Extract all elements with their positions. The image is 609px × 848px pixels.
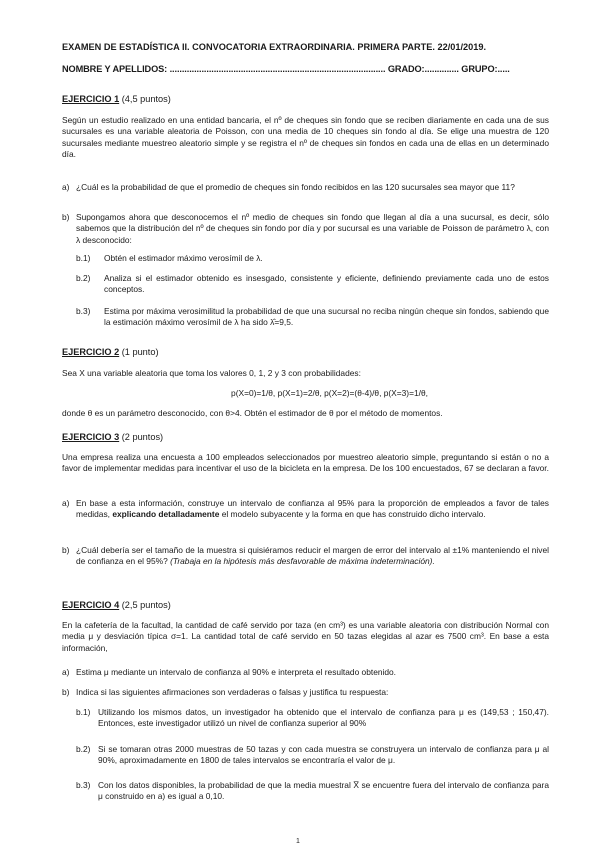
exercise-3a-text <box>76 498 549 521</box>
exercise-1b3-label: b.3) <box>76 306 91 316</box>
exercise-4b1-text: Utilizando los mismos datos, un investigador ha obtenido que el intervalo de confianza para μ es (149,53 ; 150,47). Entonces, este investigador utilizó un nivel de confianza superior al 90% <box>98 707 549 729</box>
exercise-3a-label: a) <box>62 498 70 508</box>
exercise-4b-text: Indica si las siguientes afirmaciones son verdaderas o falsas y justifica tu respuesta: <box>76 687 389 697</box>
exercise-2-title: EJERCICIO 2 <box>62 347 120 357</box>
exercise-3a-text-part2: el modelo subyacente y la forma en que has construido dicho intervalo. <box>219 509 486 520</box>
exercise-4-statement: En la cafetería de la facultad, la cantidad de café servido por taza (en cm³) es una variable aleatoria con distribución Normal con media μ y desviación típica σ=1. La cantidad total de café servido en 50 tazas elegidas al azar es 7500 cm³. En base a esta información, <box>62 620 549 653</box>
exercise-1b1-text: Obtén el estimador máximo verosímil de λ. <box>104 253 263 263</box>
exercise-3-heading <box>62 432 163 442</box>
exercise-4-title: EJERCICIO 4 <box>62 600 120 610</box>
exercise-4b1-label: b.1) <box>76 707 91 717</box>
exercise-1-points: (4,5 puntos) <box>119 94 171 104</box>
exercise-4b3-text: Con los datos disponibles, la probabilidad de que la media muestral X̅ se encuentre fuera del intervalo de confianza para μ construido en a) es igual a 0,10. <box>98 780 549 802</box>
exercise-2-heading <box>62 347 159 357</box>
exercise-1a-text: ¿Cuál es la probabilidad de que el promedio de cheques sin fondo recibidos en las 120 sucursales sea mayor que 11? <box>76 182 515 192</box>
exercise-3a-text-part1: En base a esta información, construye un intervalo de confianza al 95% para la proporción de empleados a favor de tales medidas, <box>76 498 549 520</box>
exercise-4b3-label: b.3) <box>76 780 91 790</box>
exercise-1b2-label: b.2) <box>76 273 91 283</box>
exercise-3-title: EJERCICIO 3 <box>62 432 120 442</box>
exercise-3b-label: b) <box>62 545 70 555</box>
exercise-1b-label: b) <box>62 212 70 222</box>
exercise-2-statement: Sea X una variable aleatoria que toma los valores 0, 1, 2 y 3 con probabilidades: <box>62 368 361 378</box>
exercise-3-statement: Una empresa realiza una encuesta a 100 empleados seleccionados por muestreo aleatorio simple, preguntando si están o no a favor de implementar medidas para incentivar el uso de la bicicleta en la empresa. De los 100 encuestados, 67 se declaran a favor. <box>62 452 549 474</box>
name-grade-group-line: NOMBRE Y APELLIDOS: ........................................................................................ GRADO:.............. GRUPO:..... <box>62 64 510 74</box>
exercise-3b-note: (Trabaja en la hipótesis más desfavorable de máxima indeterminación). <box>170 556 435 567</box>
exercise-2-question: donde θ es un parámetro desconocido, con θ>4. Obtén el estimador de θ por el método de momentos. <box>62 408 443 418</box>
exercise-1b1-label: b.1) <box>76 253 91 263</box>
exercise-1-heading <box>62 94 171 104</box>
exercise-3b-text <box>76 545 549 568</box>
exercise-4-points: (2,5 puntos) <box>119 600 171 610</box>
exercise-4b-label: b) <box>62 687 70 697</box>
exercise-3-points: (2 puntos) <box>119 432 164 442</box>
exercise-4a-text: Estima μ mediante un intervalo de confianza al 90% e interpreta el resultado obtenido. <box>76 667 397 677</box>
exercise-4-heading <box>62 600 171 610</box>
exercise-2-points: (1 punto) <box>119 347 159 357</box>
exercise-4a-label: a) <box>62 667 70 677</box>
exercise-1b2-text: Analiza si el estimador obtenido es insesgado, consistente y eficiente, definiendo previamente cada uno de estos conceptos. <box>104 273 549 295</box>
exercise-2-probabilities: p(X=0)=1/θ, p(X=1)=2/θ, p(X=2)=(θ-4)/θ, p(X=3)=1/θ, <box>231 388 428 398</box>
exercise-3a-emphasis: explicando detalladamente <box>112 509 220 520</box>
exercise-1b-text: Supongamos ahora que desconocemos el nº medio de cheques sin fondo que llegan al día a una sucursal, es decir, sólo sabemos que la distribución del nº de cheques sin fondo por día y por sucursal es una variable de Poisson de parámetro λ, con λ desconocido: <box>76 212 549 245</box>
exercise-1-statement: Según un estudio realizado en una entidad bancaria, el nº de cheques sin fondo que se reciben diariamente en cada una de sus sucursales es una variable aleatoria de Poisson, con una media de 10 cheques sin fondo al día. Se elige una muestra de 120 sucursales mediante muestreo aleatorio simple y se registra el nº de cheques sin fondos en cada una de ellas en un determinado día. <box>62 115 549 160</box>
exam-header-title: EXAMEN DE ESTADÍSTICA II. CONVOCATORIA EXTRAORDINARIA. PRIMERA PARTE. 22/01/2019. <box>62 42 487 52</box>
exercise-1-title: EJERCICIO 1 <box>62 94 120 104</box>
exercise-4b2-label: b.2) <box>76 744 91 754</box>
exercise-4b2-text: Si se tomaran otras 2000 muestras de 50 tazas y con cada muestra se construyera un intervalo de confianza para μ al 90%, aproximadamente en 1800 de tales intervalos se encontraría el valor de μ. <box>98 744 549 766</box>
exercise-1b3-text: Estima por máxima verosimilitud la probabilidad de que una sucursal no reciba ningún cheque sin fondos, sabiendo que la estimación máximo verosímil de λ ha sido λ̂=9,5. <box>104 306 549 328</box>
page-number: 1 <box>296 838 300 845</box>
exercise-1a-label: a) <box>62 182 70 192</box>
exercise-3b-text-part1: ¿Cuál debería ser el tamaño de la muestra si quisiéramos reducir el margen de error del intervalo al ±1% manteniendo el nivel de confianza en el 95%? <box>76 545 549 567</box>
